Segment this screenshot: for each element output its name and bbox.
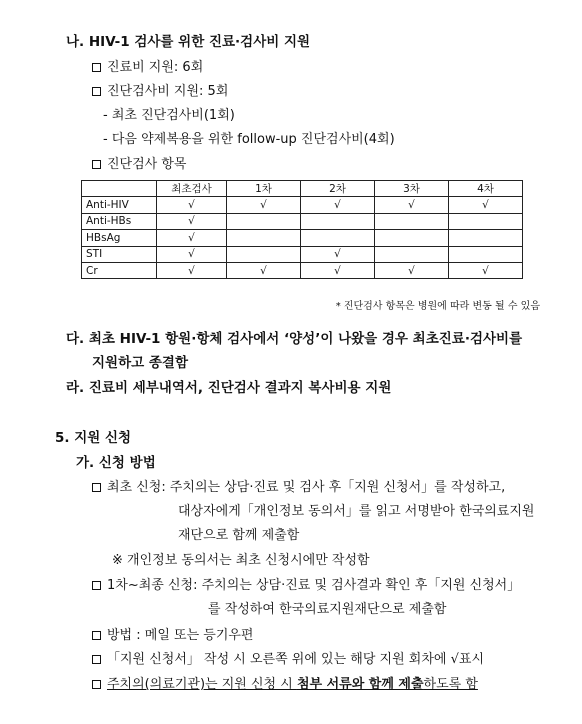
item-test-list xyxy=(92,153,186,172)
table-cell: Cr xyxy=(82,262,157,278)
table-cell: √ xyxy=(301,262,375,278)
item-visit-text: 진료비 지원: 6회 xyxy=(107,60,204,75)
apply-attach-pre: 주치의(의료기관)는 지원 신청 시 xyxy=(107,677,297,692)
table-cell: √ xyxy=(157,213,227,229)
table-cell: √ xyxy=(449,262,523,278)
apply-final-line2: 를 작성하여 한국의료지원재단으로 제출함 xyxy=(208,602,447,617)
section5-title: 5. 지원 신청 xyxy=(55,430,132,446)
item-test-text: 진단검사비 지원: 5회 xyxy=(107,84,229,99)
apply-final-line1 xyxy=(92,574,520,593)
checkbox-icon xyxy=(92,680,101,689)
sub-item-followup-test: - 다음 약제복용을 위한 follow-up 진단검사비(4회) xyxy=(103,132,395,147)
table-row xyxy=(82,213,523,229)
table-row xyxy=(82,197,523,213)
table-cell: √ xyxy=(157,230,227,246)
apply-first-text: 최초 신청: 주치의는 상담·진료 및 검사 후「지원 신청서」를 작성하고, xyxy=(107,480,506,495)
table-cell: √ xyxy=(301,197,375,213)
section-da-line2: 지원하고 종결함 xyxy=(92,355,188,371)
table-row xyxy=(82,246,523,262)
table-cell xyxy=(227,246,301,262)
section-da-line1: 다. 최초 HIV-1 항원·항체 검사에서 ‘양성’이 나왔을 경우 최초진료·검사비를 xyxy=(66,331,523,347)
table-cell: HBsAg xyxy=(82,230,157,246)
table-header-cell: 3차 xyxy=(375,181,449,197)
section-na-title: 나. HIV-1 검사를 위한 진료·검사비 지원 xyxy=(66,34,311,50)
table-cell xyxy=(375,246,449,262)
table-cell xyxy=(301,213,375,229)
checkbox-icon xyxy=(92,581,101,590)
table-header-cell: 2차 xyxy=(301,181,375,197)
table-cell: √ xyxy=(227,262,301,278)
table-cell xyxy=(449,246,523,262)
table-cell: Anti-HBs xyxy=(82,213,157,229)
table-cell: √ xyxy=(157,197,227,213)
table-cell xyxy=(449,230,523,246)
table-header-cell xyxy=(82,181,157,197)
table-cell: STI xyxy=(82,246,157,262)
checkbox-icon xyxy=(92,631,101,640)
table-header-row xyxy=(82,181,523,197)
table-cell: √ xyxy=(157,262,227,278)
apply-first-line2: 대상자에게「개인정보 동의서」를 읽고 서명받아 한국의료지원 xyxy=(178,504,535,519)
table-cell xyxy=(227,213,301,229)
apply-method-text: 방법 : 메일 또는 등기우편 xyxy=(107,628,254,643)
table-row xyxy=(82,262,523,278)
table-cell xyxy=(375,230,449,246)
section5-sub: 가. 신청 방법 xyxy=(76,455,156,471)
test-items-table xyxy=(81,180,523,279)
apply-check xyxy=(92,648,484,667)
apply-first-line3: 재단으로 함께 제출함 xyxy=(178,528,300,543)
apply-attach xyxy=(92,673,478,692)
table-header-cell: 4차 xyxy=(449,181,523,197)
checkbox-icon xyxy=(92,655,101,664)
table-cell: √ xyxy=(375,262,449,278)
apply-attach-post: 하도록 함 xyxy=(423,677,478,692)
table-cell: √ xyxy=(301,246,375,262)
table-cell xyxy=(449,213,523,229)
table-cell xyxy=(375,213,449,229)
privacy-note: ※ 개인정보 동의서는 최초 신청시에만 작성함 xyxy=(112,553,370,568)
table-header-cell: 최초검사 xyxy=(157,181,227,197)
table-cell: √ xyxy=(449,197,523,213)
table-note: * 진단검사 항목은 병원에 따라 변동 될 수 있음 xyxy=(335,301,540,312)
item-test-support xyxy=(92,80,228,99)
section-ra-title: 라. 진료비 세부내역서, 진단검사 결과지 복사비용 지원 xyxy=(66,380,392,396)
sub-item-first-test: - 최초 진단검사비(1회) xyxy=(103,108,235,123)
item-visit-support xyxy=(92,56,203,75)
table-header-cell: 1차 xyxy=(227,181,301,197)
table-cell xyxy=(301,230,375,246)
table-cell: √ xyxy=(227,197,301,213)
apply-check-text: 「지원 신청서」 작성 시 오른쪽 위에 있는 해당 지원 회차에 √표시 xyxy=(107,652,484,667)
checkbox-icon xyxy=(92,63,101,72)
checkbox-icon xyxy=(92,87,101,96)
checkbox-icon xyxy=(92,483,101,492)
item-test-list-text: 진단검사 항목 xyxy=(107,157,187,172)
table-cell: Anti-HIV xyxy=(82,197,157,213)
apply-method xyxy=(92,624,254,643)
checkbox-icon xyxy=(92,160,101,169)
table-cell: √ xyxy=(375,197,449,213)
table-cell xyxy=(227,230,301,246)
apply-final-text: 1차~최종 신청: 주치의는 상담·진료 및 검사결과 확인 후「지원 신청서」 xyxy=(107,578,521,593)
table-cell: √ xyxy=(157,246,227,262)
apply-first-line1 xyxy=(92,476,505,495)
apply-attach-bold: 첨부 서류와 함께 제출 xyxy=(296,677,424,692)
table-row xyxy=(82,230,523,246)
